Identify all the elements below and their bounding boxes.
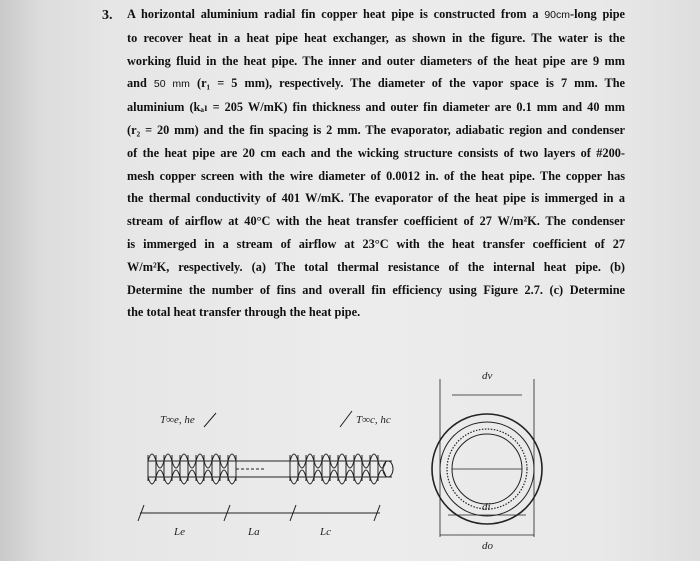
problem-line-4: and 50 mm (r₁ = 5 mm), respectively. The diameter of the vapor space is 7 mm. The: [127, 76, 626, 91]
label-condenser-length: Lc: [320, 526, 331, 538]
problem-line-13: Determine the number of fins and overall fin efficiency using Figure 2.7. (c) Determine: [127, 282, 625, 297]
problem-line-3: working fluid in the heat pipe. The inner and outer diameters of the heat pipe are 9 mm: [127, 53, 625, 68]
problem-line-14: the total heat transfer through the heat pipe.: [127, 305, 361, 320]
problem-line-8: mesh copper screen with the wire diameter of 0.0012 in. of the heat pipe. The copper has: [127, 168, 625, 183]
label-evaporator-length: Le: [174, 526, 185, 538]
label-condenser-conditions: T∞c, hc: [356, 414, 391, 426]
problem-line-10: stream of airflow at 40°C with the heat transfer coefficient of 27 W/m²K. The condenser: [127, 214, 625, 229]
problem-line-6: (r₂ = 20 mm) and the fin spacing is 2 mm. The evaporator, adiabatic region and condenser: [127, 122, 625, 137]
label-right-pointer: [340, 411, 352, 427]
problem-statement: [127, 3, 625, 324]
problem-line-2: to recover heat in a heat pipe heat exchanger, as shown in the figure. The water is the: [127, 30, 625, 45]
label-evaporator-conditions: T∞e, he: [160, 414, 195, 426]
label-adiabatic-length: La: [248, 526, 260, 538]
label-outer-diameter: do: [482, 540, 493, 552]
problem-line-11: is immerged in a stream of airflow at 23°C with the heat transfer coefficient of 27: [127, 236, 625, 251]
condenser-fins: [290, 454, 393, 484]
problem-line-9: the thermal conductivity of 401 W/mK. The evaporator of the heat pipe is immerged in a: [127, 191, 625, 206]
problem-line-7: of the heat pipe are 20 cm each and the wicking structure consists of two layers of #200-: [127, 145, 625, 160]
problem-line-1: A horizontal aluminium radial fin copper heat pipe is constructed from a 90cm-long pipe: [127, 7, 625, 21]
problem-line-5: aluminium (kₐₗ = 205 W/mK) fin thickness and outer fin diameter are 0.1 mm and 40 mm: [127, 100, 625, 115]
label-vapor-diameter: dv: [482, 370, 493, 382]
problem-number: 3.: [102, 8, 113, 23]
label-left-pointer: [204, 413, 216, 427]
heat-pipe-figure: [130, 365, 640, 561]
pipe-cross-section: [432, 379, 542, 537]
problem-line-12: W/m²K, respectively. (a) The total thermal resistance of the internal heat pipe. (b): [127, 259, 625, 274]
label-inner-diameter: di: [482, 501, 491, 513]
heat-pipe-diagram: [130, 365, 640, 561]
length-dimension-line: [138, 505, 380, 521]
evaporator-fins: [148, 454, 236, 484]
pipe-side-view: [148, 454, 393, 484]
